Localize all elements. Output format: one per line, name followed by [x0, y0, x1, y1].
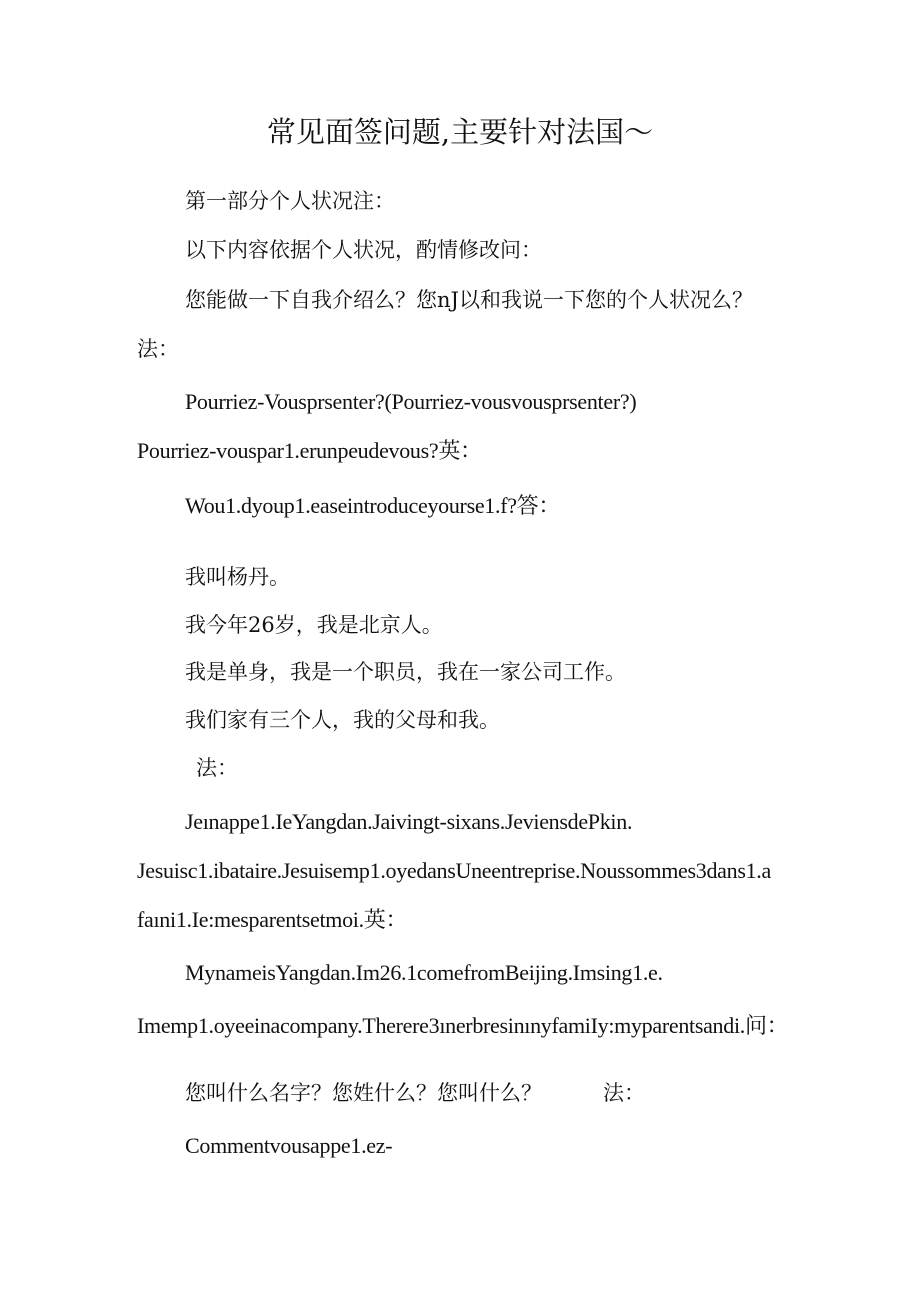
answer-line: 我们家有三个人，我的父母和我。: [185, 708, 500, 732]
answer-line: 我今年26岁，我是北京人。: [185, 613, 443, 637]
french-text-line: Commentvousappe1.ez-: [185, 1133, 393, 1158]
language-label: 法：: [137, 337, 179, 361]
document-title: 常见面签问题,主要针对法国～: [266, 115, 654, 149]
french-text-line: Jeınappe1.IeYangdan.Jaivingt-sixans.JeviensdePkin.: [185, 809, 633, 834]
language-label: 法：: [196, 756, 238, 780]
french-text-line: Jesuisc1.ibataire.Jesuisemp1.oyedansUneentreprise.Noussommes3dans1.a: [137, 858, 771, 883]
text-line: 以下内容依据个人状况，酌情修改问：: [185, 238, 542, 262]
answer-line: 我叫杨丹。: [185, 565, 290, 589]
english-text-line: Wou1.dyoup1.easeintroduceyourse1.f?答：: [185, 493, 561, 518]
answer-line: 我是单身，我是一个职员，我在一家公司工作。: [185, 660, 626, 684]
section-heading: 第一部分个人状况注：: [185, 189, 395, 213]
language-label: 法：: [603, 1081, 645, 1105]
french-text-line: Pourriez-vouspar1.erunpeudevous?英：: [137, 438, 482, 463]
french-text-line: Pourriez-Vousprsenter?(Pourriez-vousvousprsenter?): [185, 389, 637, 414]
question-line: 您能做一下自我介绍么？您nJ以和我说一下您的个人状况么？: [185, 288, 753, 312]
english-text-line: Imemp1.oyeeinacompany.Therere3ınerbresinınyfamiIy:myparentsandi.问：: [137, 1013, 789, 1038]
french-text-line: faıni1.Ie:mesparentsetmoi.英：: [137, 907, 408, 932]
english-text-line: MynameisYangdan.Im26.1comefromBeijing.Imsing1.e.: [185, 960, 663, 985]
question-line: 您叫什么名字？您姓什么？您叫什么？: [185, 1081, 542, 1105]
